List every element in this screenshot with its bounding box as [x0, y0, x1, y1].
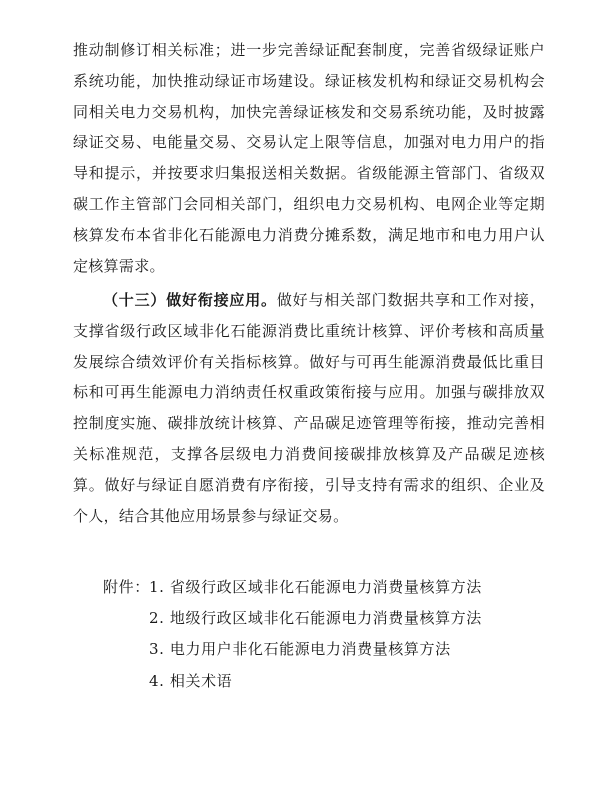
section-13-heading: （十三）做好衔接应用。 [103, 291, 277, 309]
attachment-item-2: 2. 地级行政区域非化石能源电力消费量核算方法 [149, 609, 482, 627]
paragraph-section-13 [73, 285, 545, 531]
attachment-item-4: 4. 相关术语 [149, 672, 233, 690]
attachment-item-1: 1. 省级行政区域非化石能源电力消费量核算方法 [149, 578, 482, 596]
section-13-body: 做好与相关部门数据共享和工作对接，支撑省级行政区域非化石能源消费比重统计核算、评价考核和高质量发展综合绩效评价有关指标核算。做好与可再生能源消费最低比重目标和可再生能源电力消纳责任权重政策衔接与应用。加强与碳排放双控制度实施、碳排放统计核算、产品碳足迹管理等衔接，推动完善相关标准规范，支撑各层级电力消费间接碳排放核算及产品碳足迹核算。做好与绿证自愿消费有序衔接，引导支持有需求的组织、企业及个人，结合其他应用场景参与绿证交易。 [73, 291, 545, 525]
attachments-label: 附件： [103, 578, 150, 596]
paragraph-standards-and-green-certificates: 推动制修订相关标准；进一步完善绿证配套制度，完善省级绿证账户系统功能，加快推动绿证市场建设。绿证核发机构和绿证交易机构会同相关电力交易机构，加快完善绿证核发和交易系统功能，及时披露绿证交易、电能量交易、交易认定上限等信息，加强对电力用户的指导和提示，并按要求归集报送相关数据。省级能源主管部门、省级双碳工作主管部门会同相关部门，组织电力交易机构、电网企业等定期核算发布本省非化石能源电力消费分摊系数，满足地市和电力用户认定核算需求。 [73, 41, 545, 275]
attachment-item-3: 3. 电力用户非化石能源电力消费量核算方法 [149, 640, 451, 658]
